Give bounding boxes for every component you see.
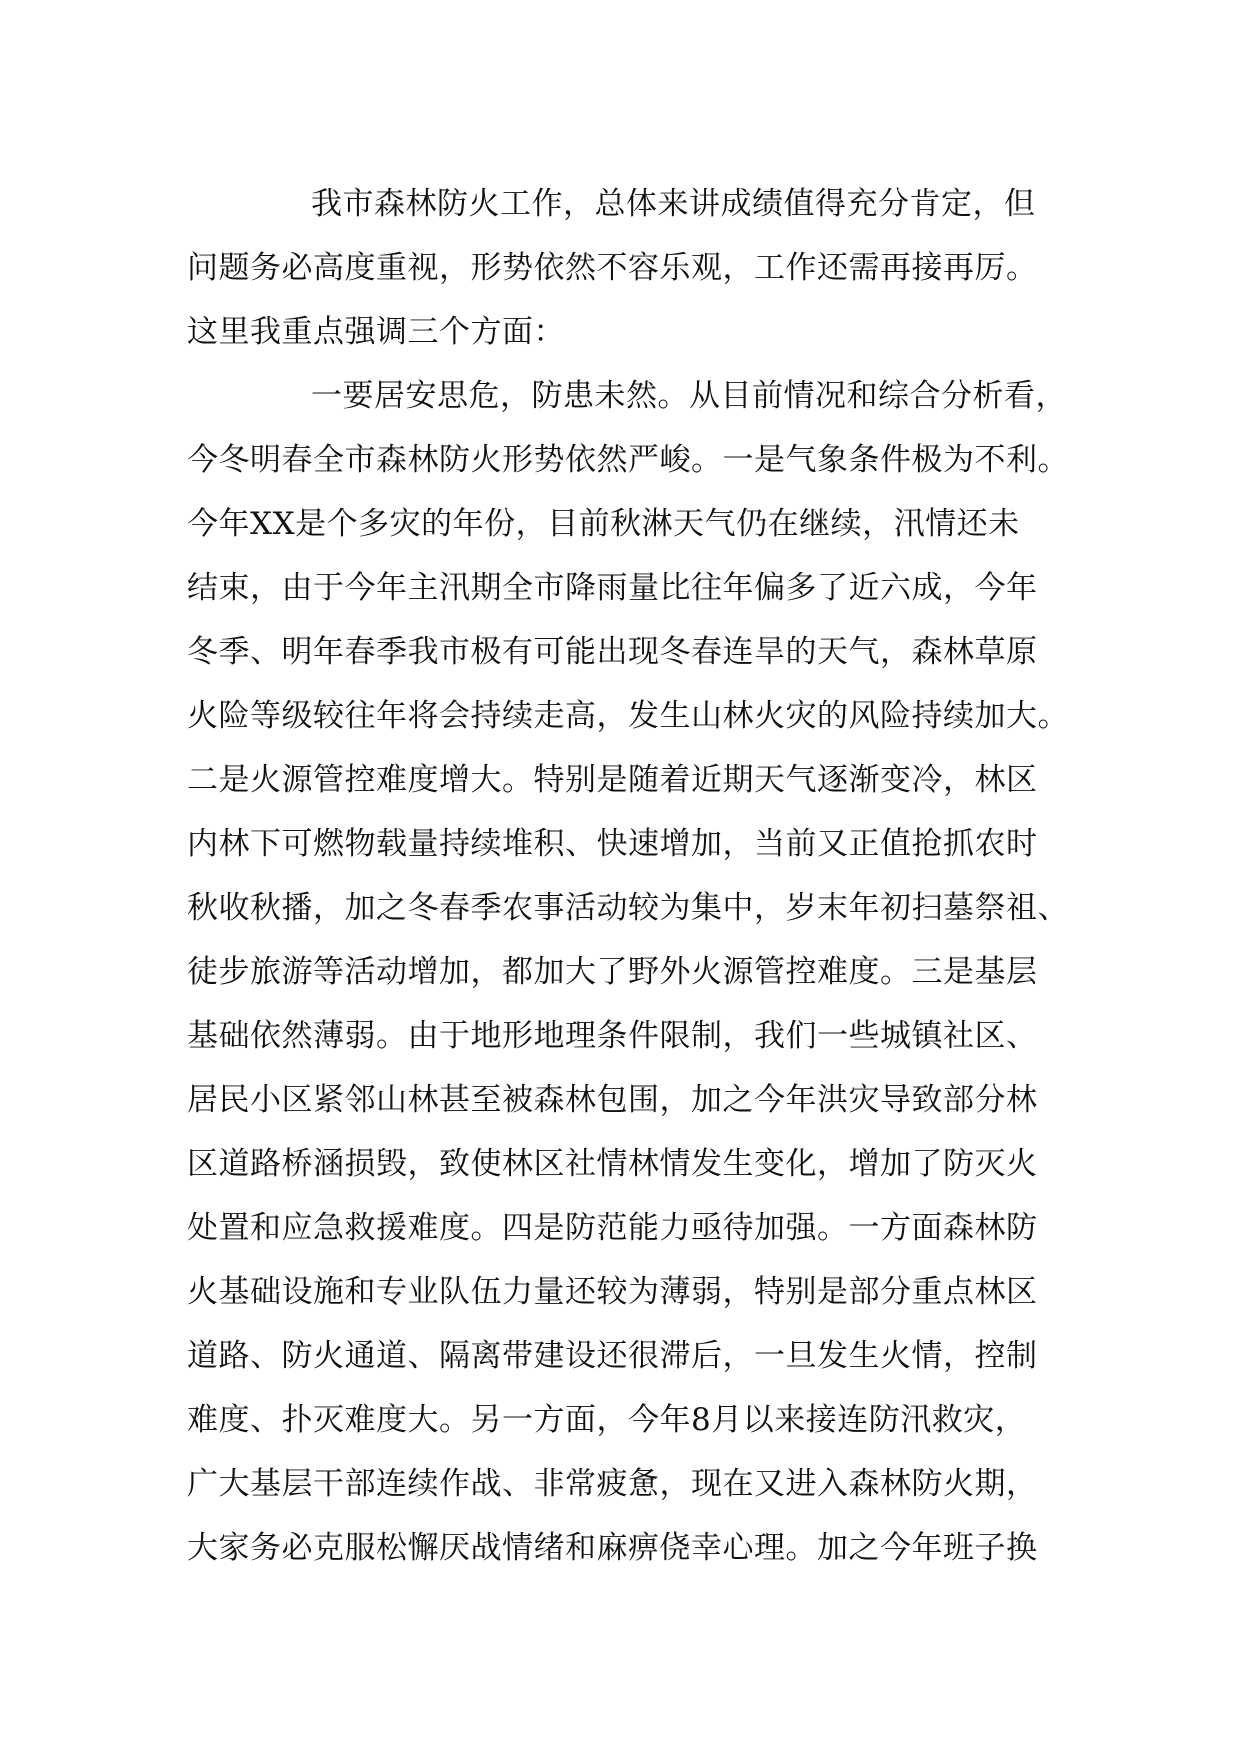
paragraph-2-line-1: 一要居安思危，防患未然。从目前情况和综合分析看，: [311, 378, 1067, 414]
paragraph-1-line-1: 我市森林防火工作，总体来讲成绩值得充分肯定，但: [311, 186, 1036, 222]
paragraph-2-line-17: 难度、扑灭难度大。另一方面，今年8月以来接连防汛救灾，: [187, 1402, 1027, 1438]
paragraph-2-line-18: 广大基层干部连续作战、非常疲惫，现在又进入森林防火期，: [187, 1466, 1038, 1502]
paragraph-2-line-19: 大家务必克服松懈厌战情绪和麻痹侥幸心理。加之今年班子换: [187, 1530, 1038, 1566]
paragraph-2-line-8: 内林下可燃物载量持续堆积、快速增加，当前又正值抢抓农时: [187, 826, 1038, 862]
paragraph-2-line-7: 二是火源管控难度增大。特别是随着近期天气逐渐变冷，林区: [187, 762, 1038, 798]
paragraph-2-line-15: 火基础设施和专业队伍力量还较为薄弱，特别是部分重点林区: [187, 1274, 1038, 1310]
paragraph-2-line-4: 结束，由于今年主汛期全市降雨量比往年偏多了近六成，今年: [187, 570, 1038, 606]
paragraph-2-line-11: 基础依然薄弱。由于地形地理条件限制，我们一些城镇社区、: [187, 1018, 1038, 1054]
paragraph-2-line-16: 道路、防火通道、隔离带建设还很滞后，一旦发生火情，控制: [187, 1338, 1038, 1374]
paragraph-1-line-3: 这里我重点强调三个方面：: [187, 314, 565, 350]
paragraph-2-line-13: 区道路桥涵损毁，致使林区社情林情发生变化，增加了防灭火: [187, 1146, 1038, 1182]
paragraph-2-line-6: 火险等级较往年将会持续走高，发生山林火灾的风险持续加大。: [187, 698, 1069, 734]
paragraph-2-line-10: 徒步旅游等活动增加，都加大了野外火源管控难度。三是基层: [187, 954, 1038, 990]
paragraph-2-line-12: 居民小区紧邻山林甚至被森林包围，加之今年洪灾导致部分林: [187, 1082, 1038, 1118]
paragraph-1-line-2: 问题务必高度重视，形势依然不容乐观，工作还需再接再厉。: [187, 250, 1038, 286]
paragraph-2-line-5: 冬季、明年春季我市极有可能出现冬春连旱的天气，森林草原: [187, 634, 1038, 670]
paragraph-2-line-3: 今年XX是个多灾的年份，目前秋淋天气仍在继续，汛情还未: [187, 506, 1020, 542]
paragraph-2-line-14: 处置和应急救援难度。四是防范能力亟待加强。一方面森林防: [187, 1210, 1038, 1246]
body-text: [187, 172, 1067, 1580]
paragraph-2-line-2: 今冬明春全市森林防火形势依然严峻。一是气象条件极为不利。: [187, 442, 1069, 478]
paragraph-2-line-9: 秋收秋播，加之冬春季农事活动较为集中，岁末年初扫墓祭祖、: [187, 890, 1069, 926]
